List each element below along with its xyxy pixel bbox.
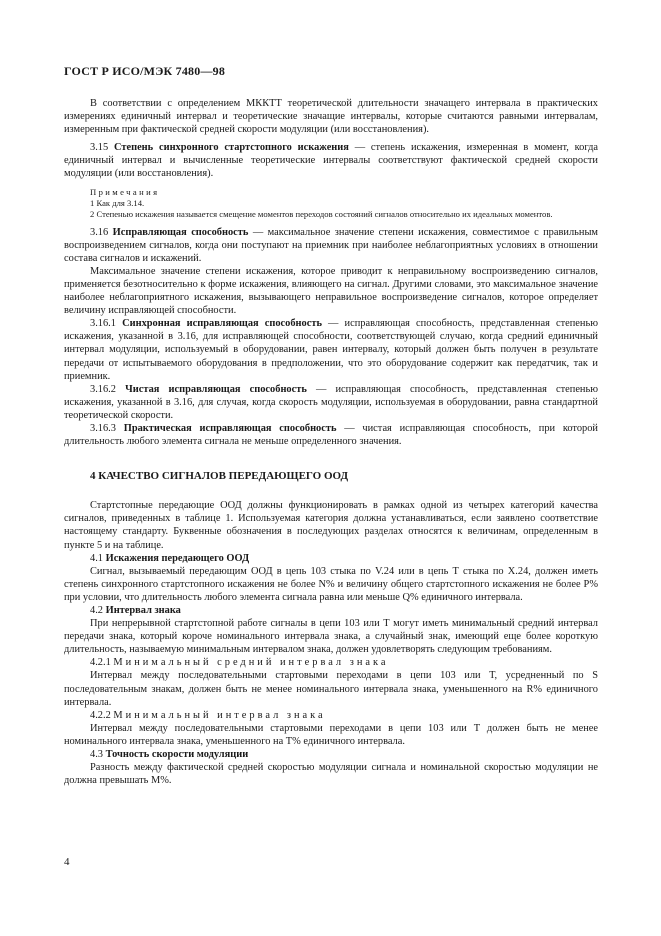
clause-term: Степень синхронного стартстопного искажения [114, 142, 349, 154]
clause-number: 3.15 [90, 142, 109, 154]
clause-term: Синхронная исправляющая способность [122, 318, 322, 330]
paragraph-4-2-2: Интервал между последовательными стартовыми переходами в цепи 103 или Т должен быть не менее номинального интервала знака, уменьшенного на Т% единичного интервала. [64, 722, 598, 747]
subheading-4-2-1 [64, 656, 598, 669]
paragraph-4-2: При непрерывной стартстопной работе сигналы в цепи 103 или Т могут иметь минимальный средний интервал передачи знака, который короче номинального интервала знака, а случайный знак, имеющий еще более короткую длительность, называемую минимальным интервалом знака, должен удовлетворять следующим требованиям. [64, 618, 598, 656]
clause-3-16 [64, 226, 598, 265]
clause-text: — максимальное значение степени искажения, совместимое с правильным воспроизведением сигналов, когда они поступают на приемник при наиболее неблагоприятных условиях в отношении состава сигналов и искажений. [64, 226, 598, 264]
clause-number: 3.16.3 [90, 422, 116, 434]
clause-number: 3.16.2 [90, 383, 116, 395]
paragraph-intro: В соответствии с определением МККТТ теоретической длительности значащего интервала в практических измерениях единичный интервал и теоретические значащие интервалы, которые считаются равными интервалам, измеренным при фактической средней скорости модуляции (или восстановления). [64, 98, 598, 136]
subheading-title: Минимальный средний интервал знака [113, 657, 389, 669]
clause-3-15 [64, 141, 598, 180]
clause-text: — чистая исправляющая способность, при которой длительность любого элемента сигнала не меньше определенного значения. [64, 422, 598, 448]
notes-heading: Примечания [90, 186, 160, 197]
clause-text: — исправляющая способность, представленная степенью искажения, указанной в 3.16, для случая, когда скорость модуляции, используемая в оборудовании, равна стандартной теоретической скорости. [64, 383, 598, 421]
subheading-number: 4.2.2 [90, 709, 111, 721]
subheading-title: Интервал знака [105, 605, 181, 616]
subheading-4-2 [64, 604, 598, 617]
paragraph-4-3: Разность между фактической средней скоростью модуляции сигнала и номинальной скоростью модуляции не должна превышать М%. [64, 762, 598, 787]
clause-3-16-2 [64, 383, 598, 422]
subheading-title: Искажения передающего ООД [105, 552, 250, 564]
subheading-4-1 [64, 552, 598, 565]
notes-block [64, 187, 598, 220]
paragraph-4-1: Сигнал, вызываемый передающим ООД в цепь 103 стыка по V.24 или в цепь Т стыка по Х.24, должен иметь степень синхронного стартстопного искажения не более N% и величину общего стартстопного искажения не более P% при условии, что длительность любого элемента сигнала равна или меньше Q% единичного интервала. [64, 565, 598, 603]
clause-3-16-paragraph: Максимальное значение степени искажения, которое приводит к неправильному воспроизведению сигналов, применяется безотносительно к форме искажения, влияющего на сигнал. Другими словами, это максимальное значение наиболее неблагоприятного искажения, вызывающего неправильное воспроизведение сигналов, которое определяет величину исправляющей способности. [64, 265, 598, 317]
clause-3-16-3 [64, 422, 598, 448]
subheading-title: Точность скорости модуляции [105, 749, 249, 761]
paragraph-4-2-1: Интервал между последовательными стартовыми переходами в цепи 103 или Т, усредненный по S последовательным знакам, должен быть не менее номинального интервала знака, уменьшенного на R% единичного интервала. [64, 670, 598, 708]
clause-3-16-1 [64, 317, 598, 382]
section-4-intro: Стартстопные передающие ООД должны функционировать в рамках одной из четырех категорий качества сигналов, приведенных в таблице 1. Используемая категория должна устанавливаться, если заявлено соответствие настоящему стандарту. Буквенные обозначения в последующих разделах относятся к величинам, определенным в пункте 5 и на таблице. [64, 500, 598, 551]
subheading-number: 4.1 [90, 552, 103, 564]
page-header: ГОСТ Р ИСО/МЭК 7480—98 [64, 64, 226, 78]
clause-number: 3.16.1 [90, 318, 116, 330]
note-2: 2 Степенью искажения называется смещение моментов переходов состояний сигналов относительно их идеальных моментов. [90, 208, 553, 219]
clause-text: — степень искажения, измеренная в момент, когда единичный интервал и вычисленные теоретические интервалы соответствуют фактической средней скорости модуляции (или восстановления). [64, 142, 598, 180]
subheading-4-2-2 [64, 709, 598, 722]
subheading-number: 4.2 [90, 605, 103, 616]
page-number: 4 [64, 856, 70, 868]
subheading-number: 4.2.1 [90, 657, 111, 669]
page-content [64, 97, 598, 787]
clause-term: Исправляющая способность [112, 226, 249, 238]
section-heading-4: 4 КАЧЕСТВО СИГНАЛОВ ПЕРЕДАЮЩЕГО ООД [90, 470, 349, 483]
subheading-4-3 [64, 748, 598, 761]
clause-text: — исправляющая способность, представленная степенью искажения, указанной в 3.16, для исправляющей способности, соответствующей случаю, когда средний единичный интервал модуляции, используемый в оборудовании, равен интервалу, который должен быть получен в результате передачи от испытываемого оборудования в предположении, что это оборудование содержит как передатчик, так и приемник. [64, 318, 598, 382]
note-1: 1 Как для 3.14. [90, 197, 145, 208]
subheading-title: Минимальный интервал знака [113, 709, 326, 721]
clause-term: Чистая исправляющая способность [125, 383, 307, 395]
subheading-number: 4.3 [90, 749, 103, 761]
clause-term: Практическая исправляющая способность [123, 422, 337, 434]
clause-number: 3.16 [90, 226, 109, 238]
